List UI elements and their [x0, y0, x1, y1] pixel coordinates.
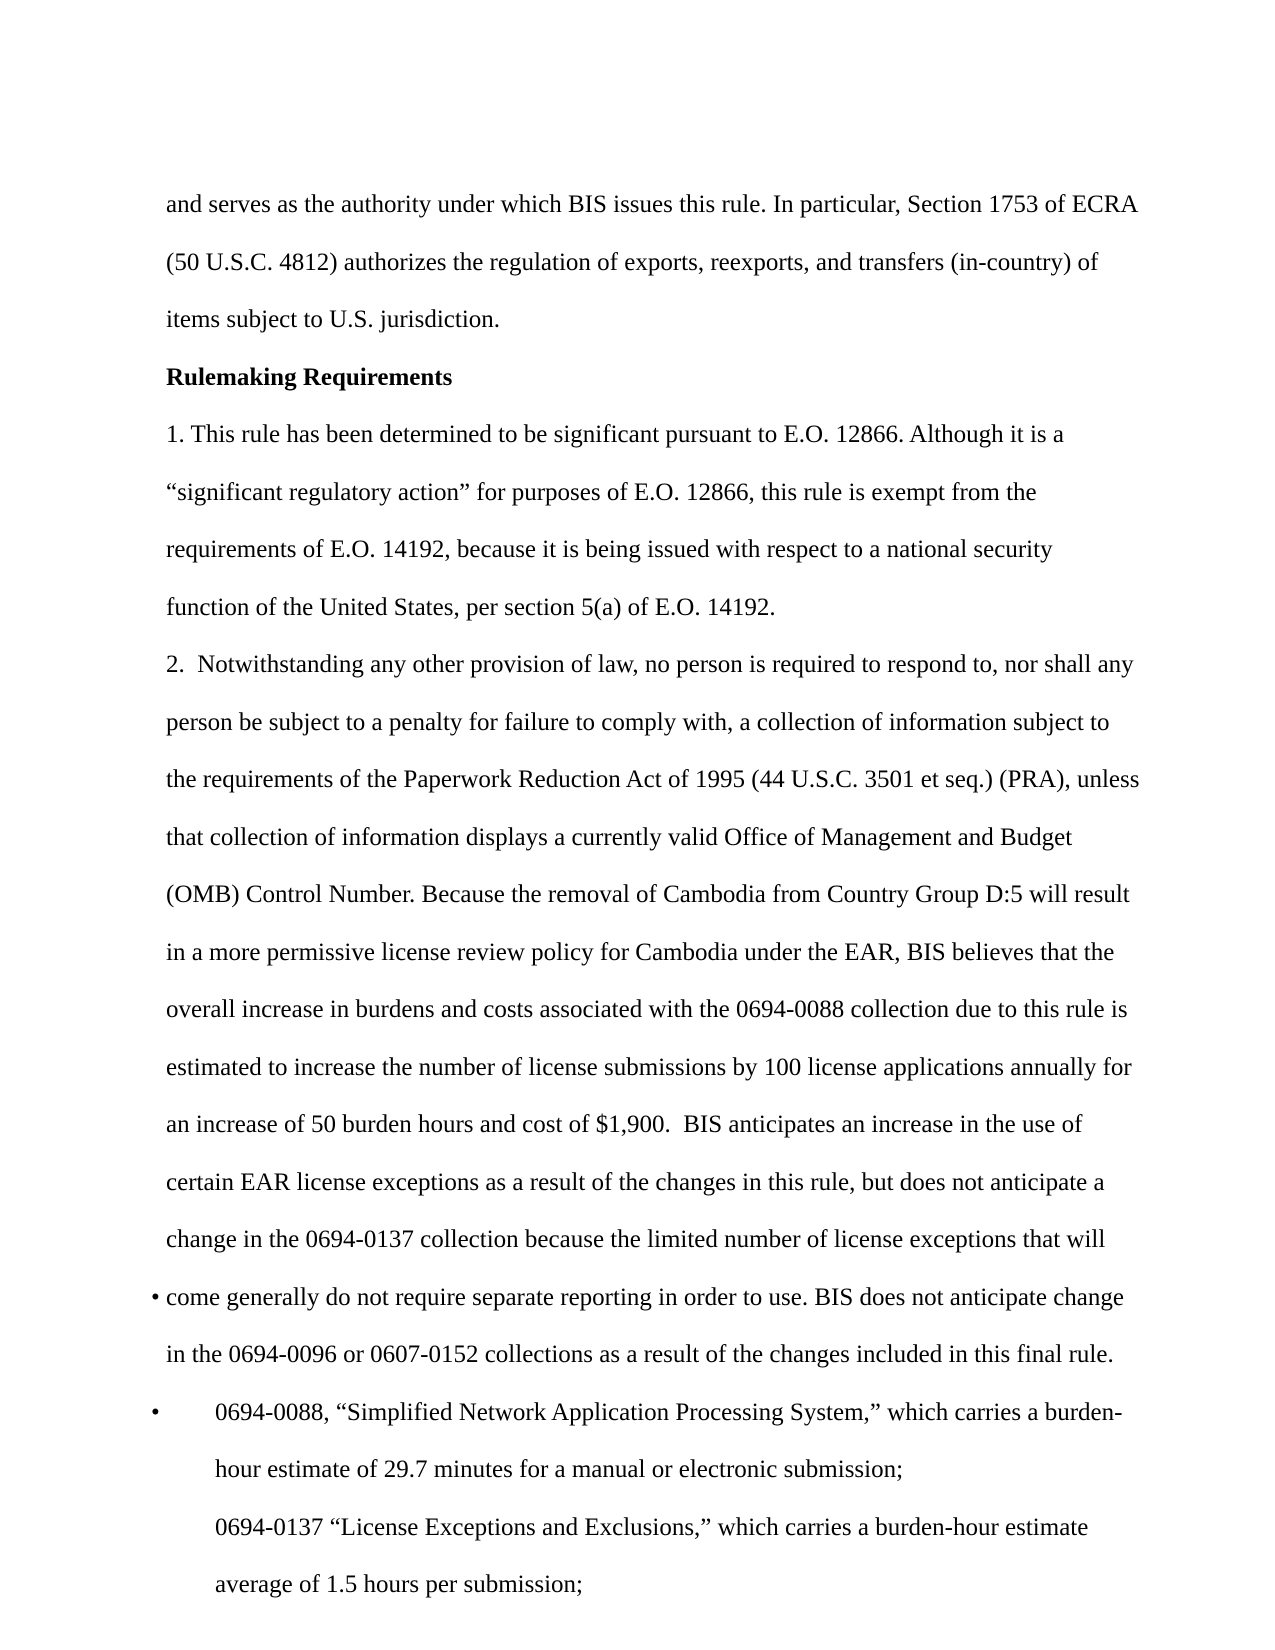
- line-text: come generally do not require separate reporting in order to use. BIS does not anticipate change: [166, 1283, 1124, 1311]
- bullet-icon: •: [151, 1283, 160, 1311]
- line-text: (OMB) Control Number. Because the removal of Cambodia from Country Group D:5 will result: [166, 881, 1130, 908]
- bullet-icon: •: [151, 1398, 160, 1426]
- line-text: the requirements of the Paperwork Reduction Act of 1995 (44 U.S.C. 3501 et seq.) (PRA), unless: [166, 766, 1140, 793]
- line-text: change in the 0694-0137 collection because the limited number of license exceptions that will: [166, 1226, 1106, 1253]
- line-text: Rulemaking Requirements: [166, 363, 453, 391]
- line-text: in a more permissive license review policy for Cambodia under the EAR, BIS believes that the: [166, 938, 1115, 966]
- text-line: [141, 61, 1139, 218]
- line-text: items subject to U.S. jurisdiction.: [166, 306, 501, 333]
- line-text: function of the United States, per section 5(a) of E.O. 14192.: [166, 593, 776, 621]
- line-text: requirements of E.O. 14192, because it is being issued with respect to a national security: [166, 536, 1053, 563]
- line-text: “significant regulatory action” for purposes of E.O. 12866, this rule is exempt from the: [166, 478, 1037, 506]
- line-text: and serves as the authority under which BIS issues this rule. In particular, Section 1753 of ECRA: [166, 191, 1139, 218]
- line-text: in the 0694-0096 or 0607-0152 collections as a result of the changes included in this final rule.: [166, 1341, 1114, 1368]
- line-text: estimated to increase the number of license submissions by 100 license applications annually for: [166, 1053, 1132, 1081]
- line-text: that collection of information displays a currently valid Office of Management and Budget: [166, 823, 1073, 851]
- line-text: 0694-0088, “Simplified Network Application Processing System,” which carries a burden-: [215, 1398, 1123, 1426]
- line-text: hour estimate of 29.7 minutes for a manual or electronic submission;: [215, 1456, 904, 1483]
- line-text: (50 U.S.C. 4812) authorizes the regulation of exports, reexports, and transfers (in-country) of: [166, 248, 1099, 276]
- line-text: person be subject to a penalty for failure to comply with, a collection of information subject to: [166, 708, 1110, 736]
- line-text: certain EAR license exceptions as a result of the changes in this rule, but does not anticipate a: [166, 1168, 1105, 1196]
- line-text: overall increase in burdens and costs associated with the 0694-0088 collection due to this rule is: [166, 996, 1128, 1023]
- line-text: an increase of 50 burden hours and cost of $1,900. BIS anticipates an increase in the use of: [166, 1111, 1083, 1138]
- line-text: average of 1.5 hours per submission;: [215, 1571, 583, 1598]
- line-text: 1. This rule has been determined to be significant pursuant to E.O. 12866. Although it is a: [166, 421, 1064, 448]
- line-text: 2. Notwithstanding any other provision of law, no person is required to respond to, nor shall any: [166, 651, 1134, 678]
- line-text: 0694-0137 “License Exceptions and Exclusions,” which carries a burden-hour estimate: [215, 1513, 1089, 1541]
- page-content: [141, 61, 1140, 1598]
